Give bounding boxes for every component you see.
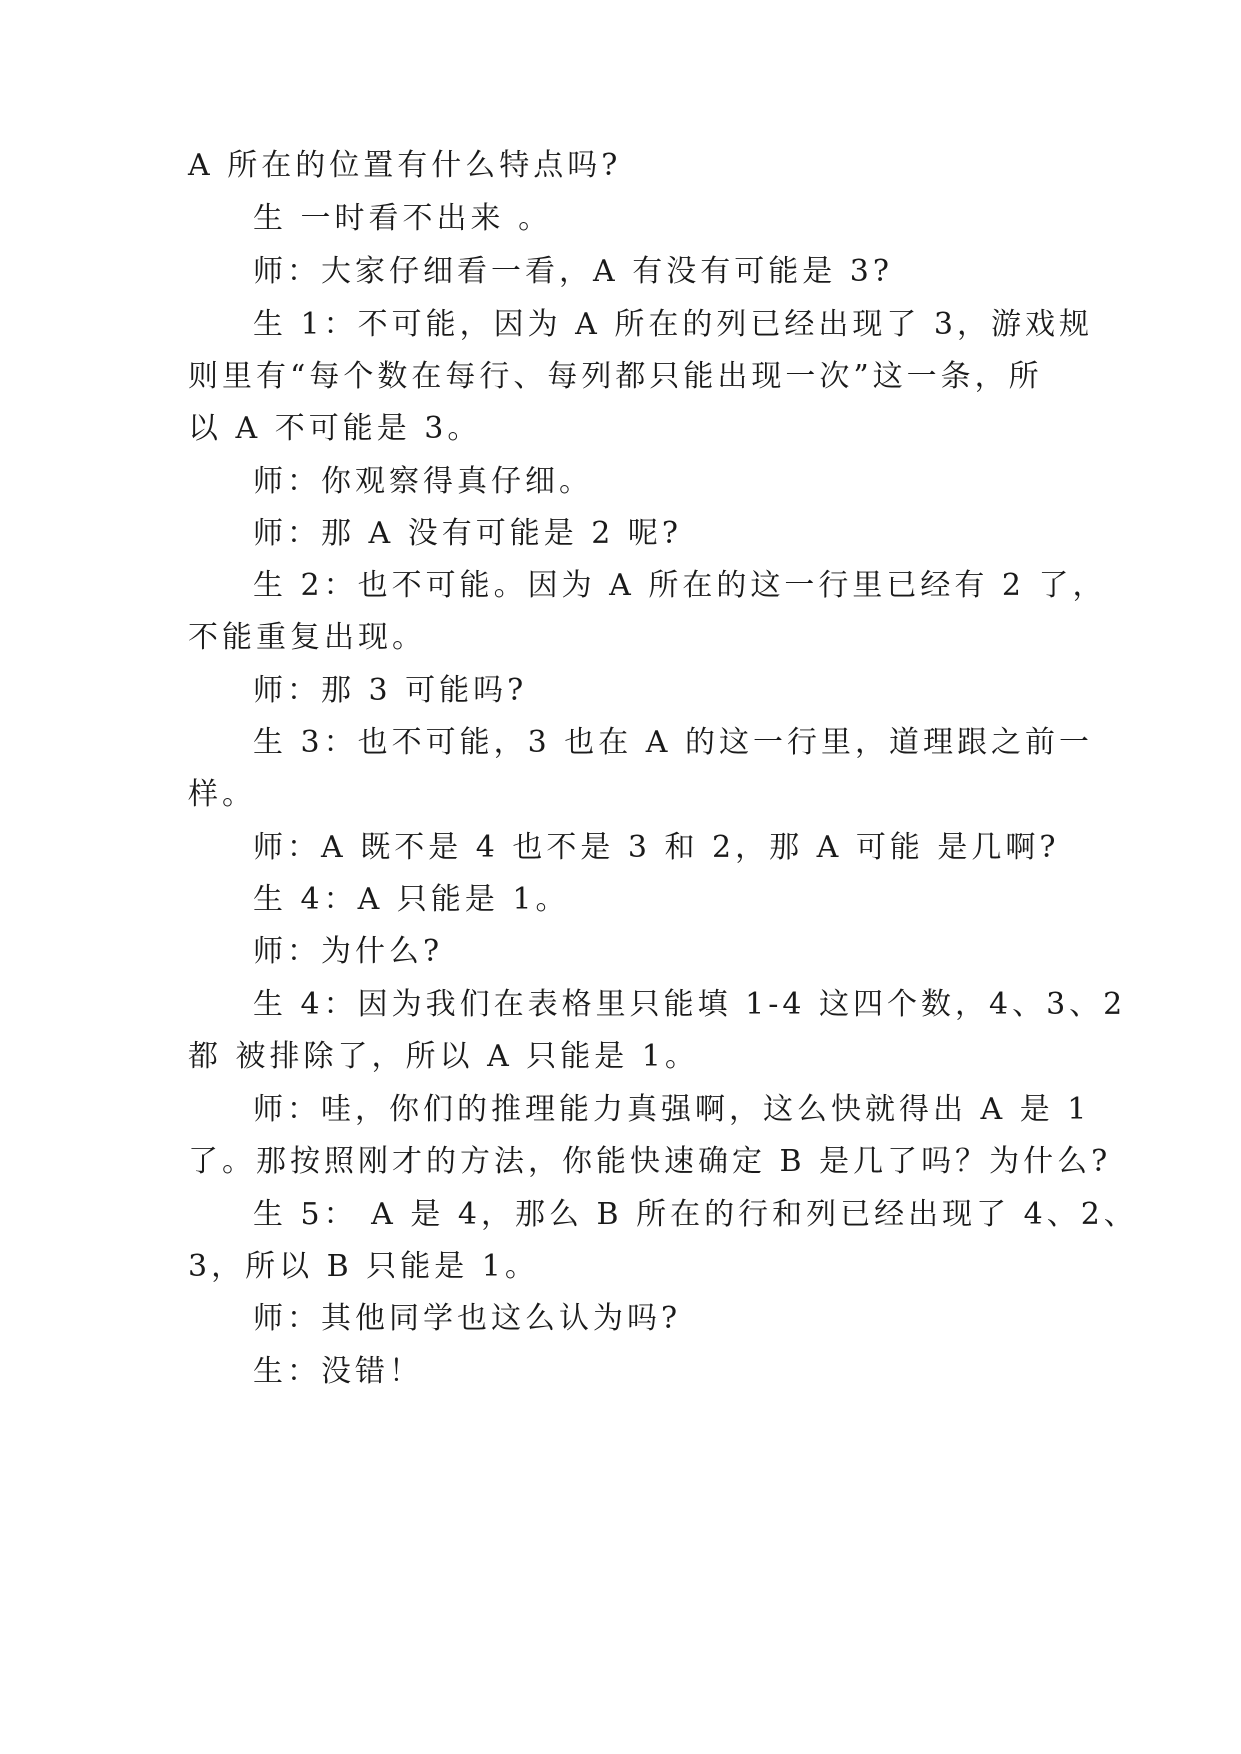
text-line: 师：A 既不是 4 也不是 3 和 2，那 A 可能 是几啊? [253,830,1060,865]
text-line: 3，所以 B 只能是 1。 [188,1249,539,1284]
text-line: 师：大家仔细看一看，A 有没有可能是 3? [253,254,893,289]
text-line: 师：那 A 没有可能是 2 呢? [253,516,682,551]
text-line: 生：没错！ [253,1354,423,1389]
text-line: 生 4：因为我们在表格里只能填 1-4 这四个数，4、3、2 [253,987,1127,1022]
text-line: 师：为什么? [253,934,444,969]
text-line: 了。那按照刚才的方法，你能快速确定 B 是几了吗？为什么? [188,1144,1112,1179]
text-line: 样。 [188,777,256,812]
text-line: 生 5： A 是 4，那么 B 所在的行和列已经出现了 4、2、 [253,1197,1138,1232]
text-line: 生 4：A 只能是 1。 [253,882,570,917]
text-line: 则里有“每个数在每行、每列都只能出现一次”这一条，所 [188,359,1043,394]
text-line: 师：那 3 可能吗? [253,673,528,708]
text-line: 生 1：不可能，因为 A 所在的列已经出现了 3，游戏规 [253,307,1093,342]
text-line: 不能重复出现。 [188,620,426,655]
text-line: 师：其他同学也这么认为吗? [253,1301,682,1336]
text-line: 师：你观察得真仔细。 [253,464,593,499]
text-line: 生 2：也不可能。因为 A 所在的这一行里已经有 2 了， [253,568,1107,603]
text-line: 生 3：也不可能，3 也在 A 的这一行里，道理跟之前一 [253,725,1093,760]
text-line: A 所在的位置有什么特点吗? [188,148,622,183]
text-line: 师：哇，你们的推理能力真强啊，这么快就得出 A 是 1 [253,1092,1091,1127]
text-line: 生 一时看不出来 。 [253,201,553,236]
text-line: 都 被排除了，所以 A 只能是 1。 [188,1039,699,1074]
text-line: 以 A 不可能是 3。 [188,411,482,446]
